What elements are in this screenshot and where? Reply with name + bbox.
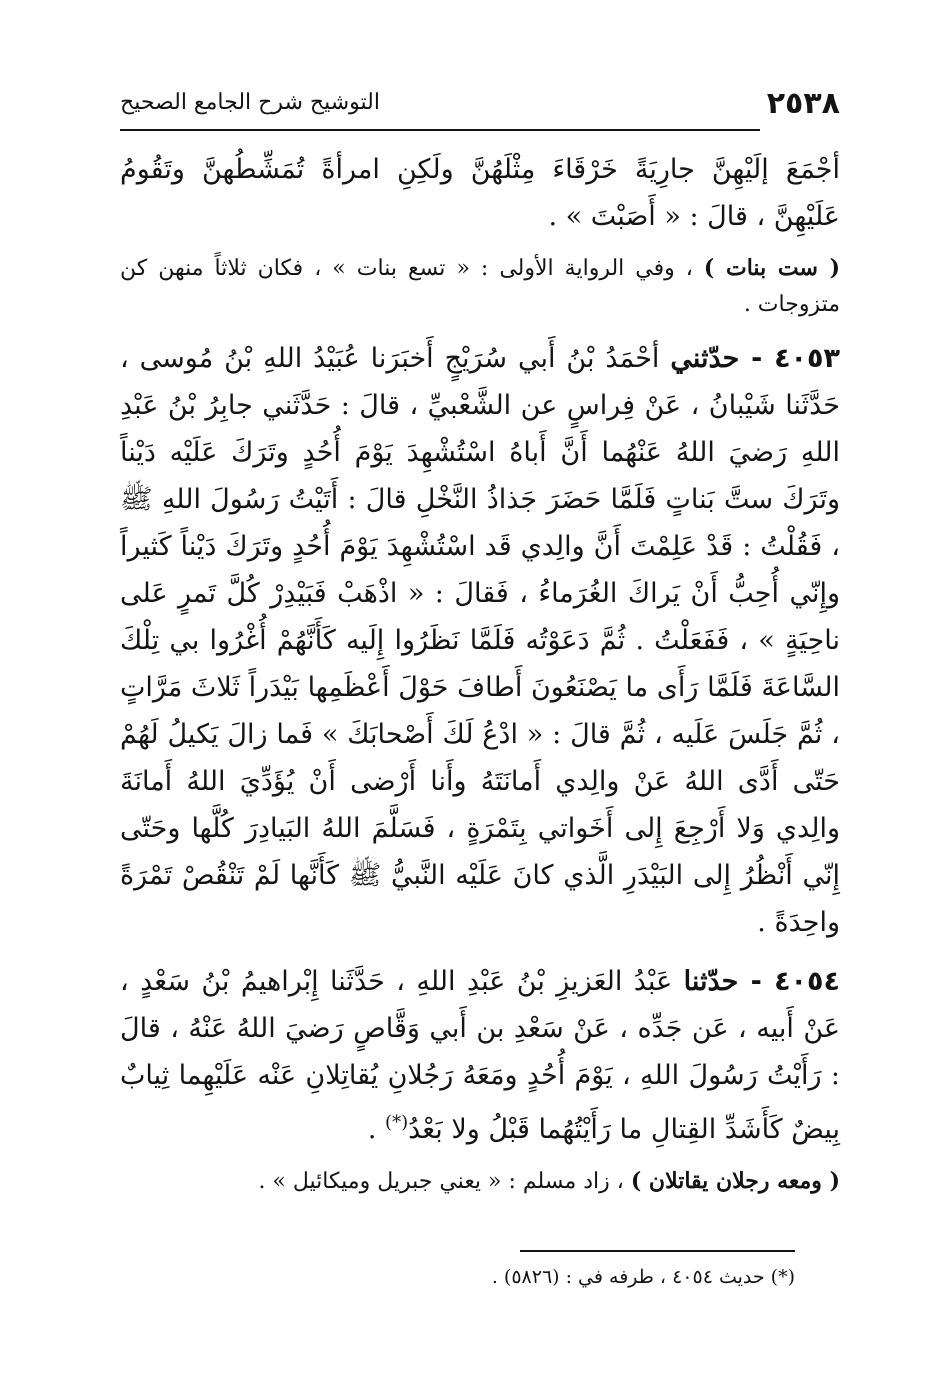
page-number: ٢٥٣٨ — [766, 86, 840, 121]
note-text: ، وفي الرواية الأولى : « تسع بنات » ، فكان ثلاثاً منهن كن متزوجات . — [120, 256, 840, 317]
footnote-rule — [520, 1250, 795, 1252]
footnote-marker: (*) — [385, 1112, 409, 1133]
note-quote: ( ومعه رجلان يقاتلان ) — [630, 1168, 840, 1194]
hadith-text: أحْمَدُ بْنُ أَبي سُرَيْجٍ أَخبَرَنا عُبَيْدُ اللهِ بْنُ مُوسى ، حَدَّثَنا شَيْبانُ ، عَنْ فِراسٍ عن الشَّعْبيِّ ، قالَ : حَدَّثَني جابِرُ بْنُ عَبْدِ اللهِ رَضيَ اللهُ عَنْهُما أَنَّ أَباهُ اسْتُشْهِدَ يَوْمَ أُحُدٍ وتَرَكَ عَلَيْه دَيْناً وتَرَكَ ستَّ بَناتٍ فَلَمَّا حَضَرَ جَذاذُ النَّخْلِ قالَ : أَتَيْتُ رَسُولَ اللهِ ﷺ ، فَقُلْتُ : قَدْ عَلِمْتَ أَنَّ والِدي قَد اسْتُشْهِدَ يَوْمَ أُحُدٍ وتَرَكَ دَيْناً كَثيراً وإِنّي أُحِبُّ أَنْ يَراكَ الغُرَماءُ ، فَقالَ : « اذْهَبْ فَبَيْدِرْ كُلَّ تَمرٍ عَلى ناحِيَةٍ » ، فَفَعَلْتُ . ثُمَّ دَعَوْتُه فَلَمَّا نَظَرُوا إِلَيه كَأَنَّهُمْ أُغْرُوا بي تِلْكَ السَّاعَةَ فَلَمَّا رَأَى ما يَصْنَعُونَ أَطافَ حَوْلَ أَعْظَمِها بَيْدَراً ثَلاثَ مَرَّاتٍ ، ثُمَّ جَلَسَ عَلَيه ، ثُمَّ قالَ : « ادْعُ لَكَ أَصْحابَكَ » فَما زالَ يَكيلُ لَهُمْ حَتّى أَدَّى اللهُ عَنْ والِدي أَمانَتَهُ وأَنا أَرْضى أَنْ يُؤَدِّيَ اللهُ أَمانَةَ والِدي وَلا أَرْجِعَ إِلى أَخَواتي بِتَمْرَةٍ ، فَسَلَّمَ اللهُ البَيادِرَ كُلَّها وحَتّى إِنّي أَنْظُرُ إِلى البَيْدَرِ الَّذي كانَ عَلَيْه النَّبيُّ ﷺ كَأَنَّها لَمْ تَنْقُصْ تَمْرَةً واحِدَةً . — [120, 343, 841, 938]
hadith-4053 — [120, 335, 840, 946]
hadith-4054 — [120, 958, 840, 1153]
paragraph-continuation — [120, 146, 840, 240]
hadith-dash: - — [738, 966, 775, 997]
hadith-number: ٤٠٥٣ — [774, 343, 840, 374]
paragraph-text: أجْمَعَ إلَيْهِنَّ جارِيَةً خَرْقَاءَ مِثْلَهُنَّ ولَكِنِ امرأةً تُمَشِّطُهنَّ وتَقُومُ عَلَيْهِنَّ ، قالَ : « أَصَبْتَ » . — [120, 154, 840, 232]
header-rule — [120, 129, 760, 131]
note-quote: ( ست بنات ) — [703, 255, 840, 281]
commentary-note — [120, 250, 840, 323]
footnote: (*) حديث ٤٠٥٤ ، طرفه في : (٥٨٢٦) . — [491, 1266, 795, 1288]
commentary-note — [120, 1163, 840, 1200]
main-text — [120, 146, 840, 1212]
hadith-lead: حدّثني — [670, 343, 740, 374]
hadith-dash: - — [739, 343, 775, 374]
page-header — [120, 86, 840, 126]
hadith-lead: حدّثنا — [683, 966, 739, 997]
running-title: التوشيح شرح الجامع الصحيح — [120, 90, 380, 115]
hadith-number: ٤٠٥٤ — [774, 966, 840, 997]
note-text: ، زاد مسلم : « يعني جبريل وميكائيل » . — [258, 1169, 631, 1194]
hadith-text: عَبْدُ العَزيزِ بْنُ عَبْدِ اللهِ ، حَدَّثَنا إِبْراهيمُ بْنُ سَعْدٍ ، عَنْ أَبيه ، عَن جَدِّه ، عَنْ سَعْدِ بن أَبي وَقَّاصٍ رَضيَ اللهُ عَنْهُ ، قالَ : رَأَيْتُ رَسُولَ اللهِ ، يَوْمَ أُحُدٍ ومَعَهُ رَجُلانِ يُقاتِلانِ عَنْه عَلَيْهِما ثِيابٌ بِيضٌ كَأَشَدِّ القِتالِ ما رَأَيْتُهُما قَبْلُ ولا بَعْدُ — [120, 966, 840, 1145]
hadith-end: . — [367, 1114, 386, 1145]
